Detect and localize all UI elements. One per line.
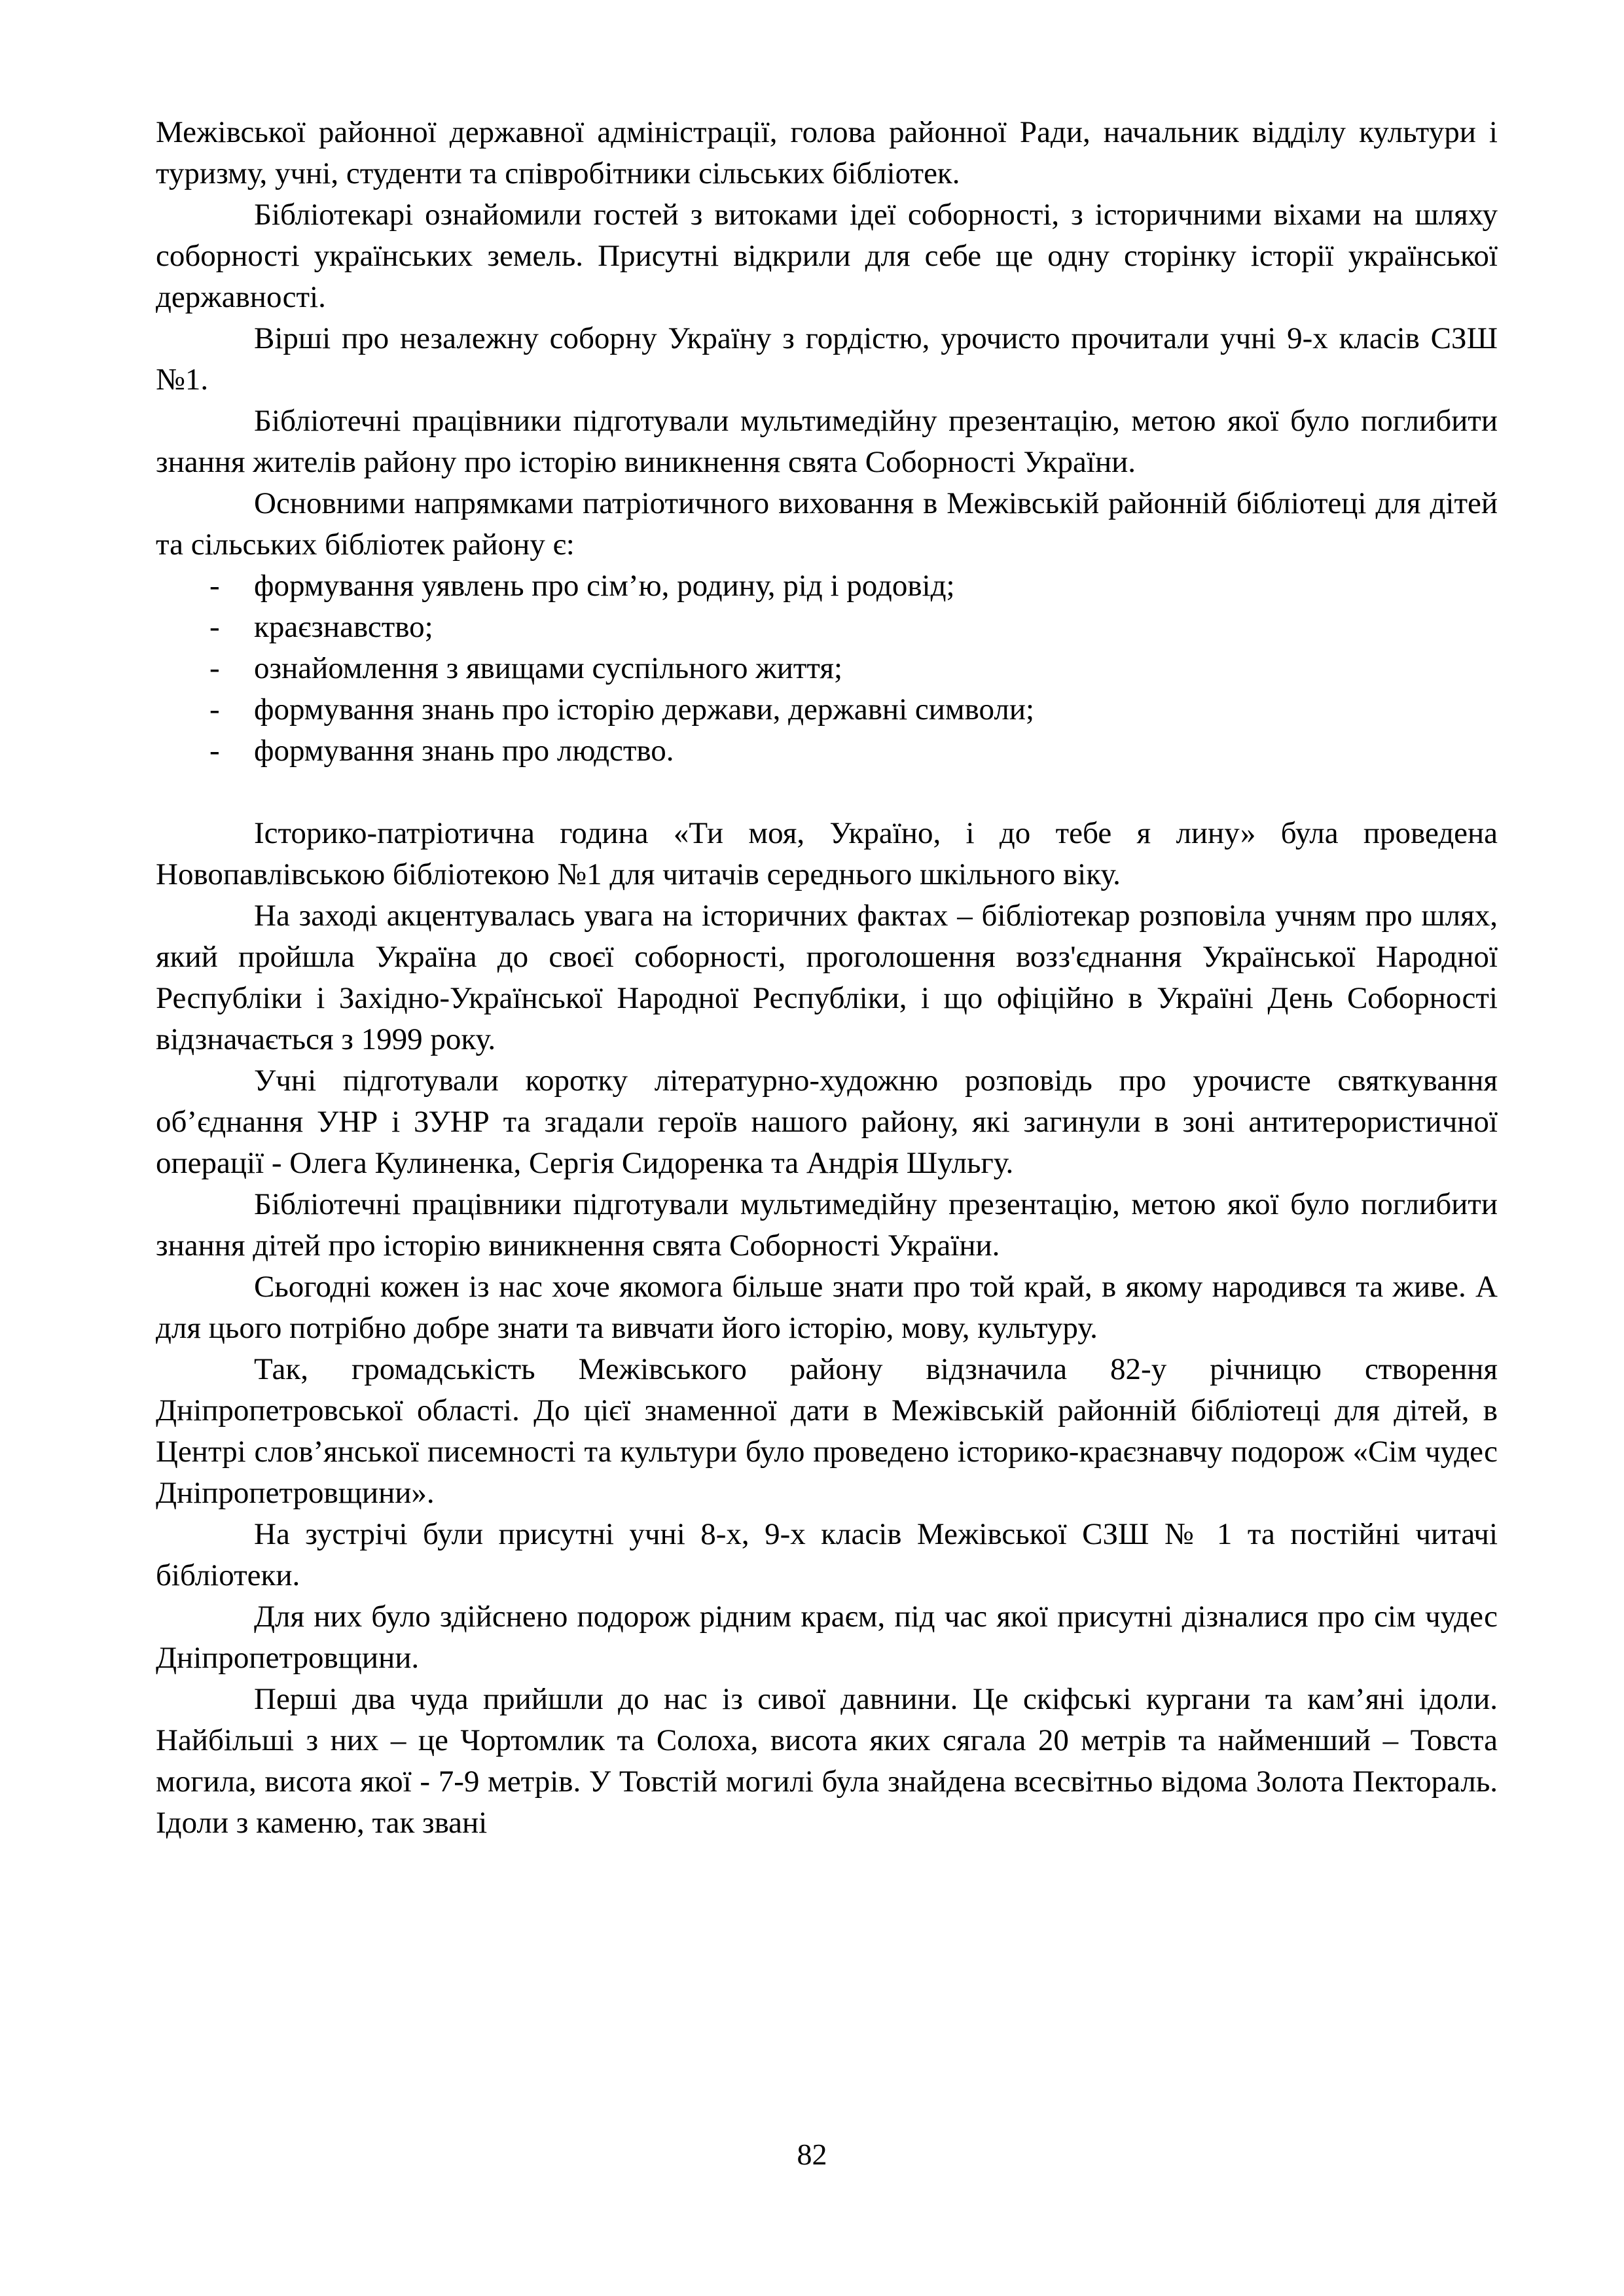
page-number: 82 xyxy=(797,2138,827,2171)
paragraph: На зустрічі були присутні учні 8-х, 9-х класів Межівської СЗШ № 1 та постійні читачі бібліотеки. xyxy=(156,1517,1498,1592)
list-item xyxy=(156,648,1498,689)
list-item-text: формування уявлень про сім’ю, родину, рід і родовід; xyxy=(254,569,955,603)
paragraph: Основними напрямками патріотичного виховання в Межівській районній бібліотеці для дітей та сільських бібліотек району є: xyxy=(156,486,1498,562)
list-item-text: ознайомлення з явищами суспільного життя; xyxy=(254,651,843,685)
paragraph: На заході акцентувалась увага на історичних фактах – бібліотекар розповіла учням про шлях, який пройшла Україна до своєї соборності, проголошення возз'єднання Української Народної Республіки і Західно-Української Народної Республіки, і що офіційно в Україні День Соборності відзначається з 1999 року. xyxy=(156,899,1498,1056)
paragraph: Учні підготували коротку літературно-художню розповідь про урочисте святкування об’єднання УНР і ЗУНР та згадали героїв нашого району, які загинули в зоні антитерористичної операції - Олега Кулиненка, Сергія Сидоренка та Андрія Шульгу. xyxy=(156,1064,1498,1180)
paragraph: Сьогодні кожен із нас хоче якомога більше знати про той край, в якому народився та живе. А для цього потрібно добре знати та вивчати його історію, мову, культуру. xyxy=(156,1270,1498,1345)
paragraph: Бібліотечні працівники підготували мультимедійну презентацію, метою якої було поглибити знання дітей про історію виникнення свята Соборності України. xyxy=(156,1187,1498,1263)
paragraph: Для них було здійснено подорож рідним краєм, під час якої присутні дізналися про сім чудес Дніпропетровщини. xyxy=(156,1600,1498,1675)
paragraph: Так, громадськість Межівського району відзначила 82-у річницю створення Дніпропетровської області. До цієї знаменної дати в Межівській районній бібліотеці для дітей, в Центрі слов’янської писемності та культури було проведено історико-краєзнавчу подорож «Сім чудес Дніпропетровщини». xyxy=(156,1352,1498,1510)
bullet-list xyxy=(156,565,1498,772)
paragraph: Бібліотекарі ознайомили гостей з витоками ідеї соборності, з історичними віхами на шляху соборності українських земель. Присутні відкрили для себе ще одну сторінку історії української державності. xyxy=(156,198,1498,314)
list-dash: - xyxy=(209,734,220,768)
paragraph: Історико-патріотична година «Ти моя, Україно, і до тебе я лину» була проведена Новопавлівською бібліотекою №1 для читачів середнього шкільного віку. xyxy=(156,816,1498,891)
list-item xyxy=(156,565,1498,607)
list-item xyxy=(156,730,1498,772)
paragraph: Перші два чуда прийшли до нас із сивої давнини. Це скіфські кургани та кам’яні ідоли. Найбільші з них – це Чортомлик та Солоха, висота яких сягала 20 метрів та найменший – Товста могила, висота якої - 7-9 метрів. У Товстій могилі була знайдена всесвітньо відома Золота Пектораль. Ідоли з каменю, так звані xyxy=(156,1682,1498,1840)
paragraph: Бібліотечні працівники підготували мультимедійну презентацію, метою якої було поглибити знання жителів району про історію виникнення свята Соборності України. xyxy=(156,404,1498,479)
list-item xyxy=(156,607,1498,648)
list-dash: - xyxy=(209,610,220,644)
list-item-text: краєзнавство; xyxy=(254,610,433,644)
blank-line xyxy=(156,772,1498,813)
list-item-text: формування знань про людство. xyxy=(254,734,674,768)
list-item xyxy=(156,689,1498,730)
list-dash: - xyxy=(209,651,220,685)
paragraph: Вірші про незалежну соборну Україну з гордістю, урочисто прочитали учні 9-х класів СЗШ №1. xyxy=(156,321,1498,397)
list-item-text: формування знань про історію держави, державні символи; xyxy=(254,692,1035,726)
list-dash: - xyxy=(209,569,220,603)
paragraph: Межівської районної державної адміністрації, голова районної Ради, начальник відділу культури і туризму, учні, студенти та співробітники сільських бібліотек. xyxy=(156,115,1498,190)
page-body xyxy=(156,112,1498,1844)
list-dash: - xyxy=(209,692,220,726)
